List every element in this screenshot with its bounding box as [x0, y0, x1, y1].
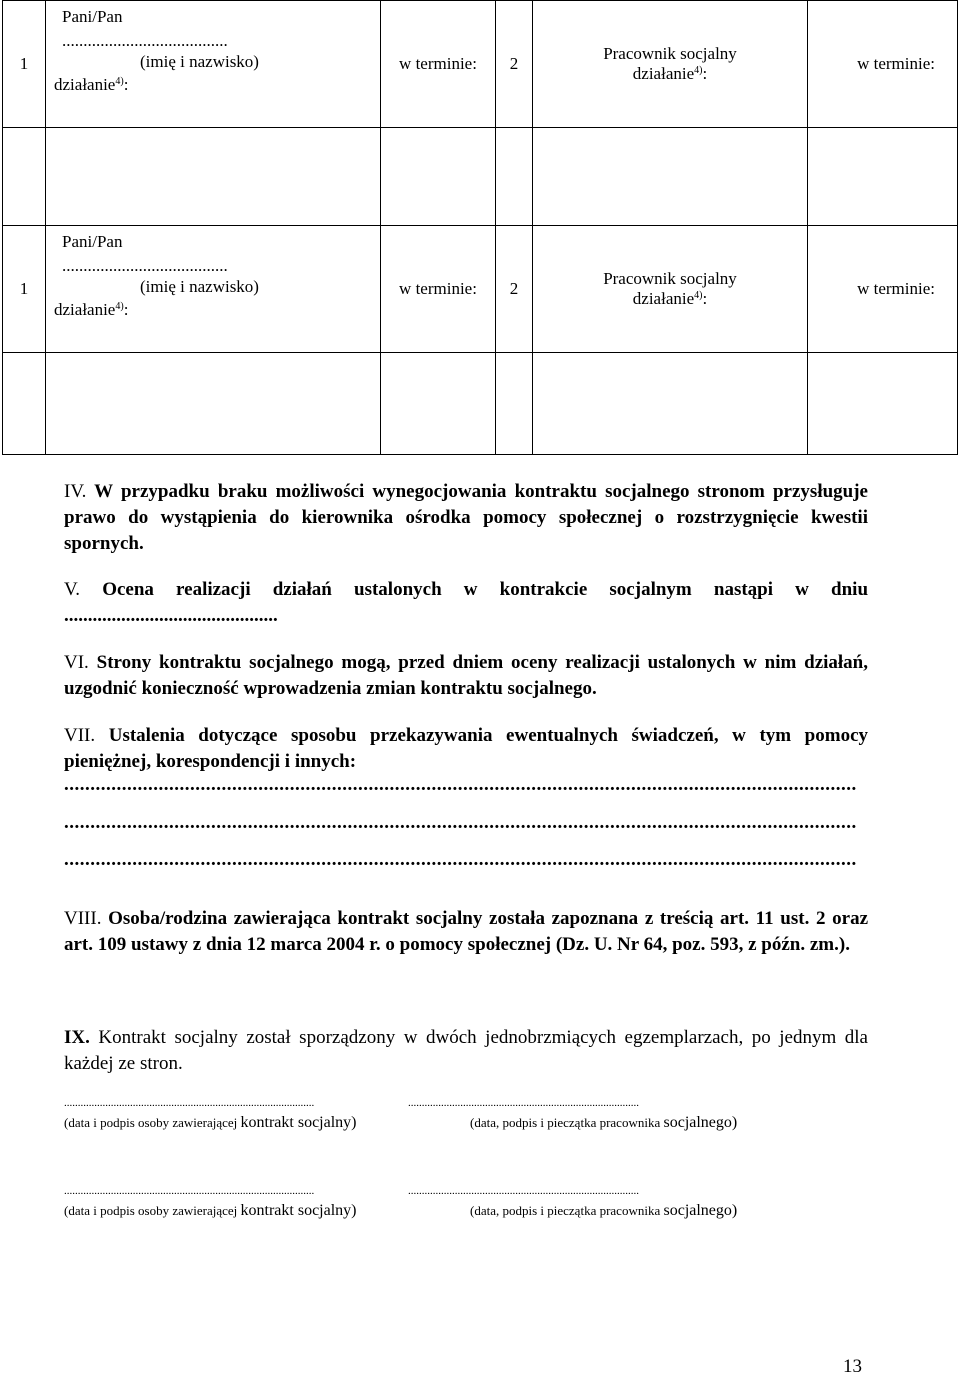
worker-cell: [533, 1, 808, 128]
worker-cell: [533, 226, 808, 353]
section-vi-number: VI.: [64, 652, 89, 673]
section-ix-number: IX.: [64, 1027, 90, 1048]
table-row-empty: [3, 353, 958, 455]
section-iv-text: W przypadku braku możliwości wynegocjowania kontraktu socjalnego stronom przysługuje prawo do wystąpienia do kierownika ośrodka pomocy społecznej o rozstrzygnięcie kwestii spornych.: [64, 481, 868, 554]
row-number: 1: [3, 226, 46, 353]
name-dots: .......................................: [62, 31, 228, 50]
section-vii-dots-2: .......................................................................................................................................................: [64, 812, 857, 833]
section-vii-dots-3: .......................................................................................................................................................: [64, 849, 857, 870]
table-row: [3, 226, 958, 353]
signature-caption-worker-1: (data, podpis i pieczątka pracownika socjalnego): [470, 1114, 738, 1131]
section-viii-number: VIII.: [64, 908, 102, 929]
row-number-2: 2: [496, 226, 533, 353]
section-vii: [64, 723, 868, 775]
section-v-number: V.: [64, 579, 81, 600]
row-number: 1: [3, 1, 46, 128]
section-viii-text: Osoba/rodzina zawierająca kontrakt socjalny została zapoznana z treścią art. 11 ust. 2 oraz art. 109 ustawy z dnia 12 marca 2004 r. o pomocy społecznej (Dz. U. Nr 64, poz. 593, z późn. zm.).: [64, 908, 868, 955]
contract-actions-table: [2, 0, 958, 455]
section-v-dots: .............................................: [64, 605, 278, 626]
signature-line-worker-1: ....................................................................................: [408, 1097, 639, 1109]
page-number: 13: [843, 1356, 862, 1377]
section-ix-text: Kontrakt socjalny został sporządzony w dwóch jednobrzmiących egzemplarzach, po jednym dla każdej ze stron.: [64, 1027, 868, 1074]
name-hint: (imię i nazwisko): [140, 52, 259, 71]
worker-action-label: działanie$^{4)}$:: [632, 64, 708, 83]
section-vi: [64, 650, 868, 702]
client-name-cell: [46, 1, 381, 128]
section-ix: [64, 1025, 868, 1077]
signature-caption-worker-2: (data, podpis i pieczątka pracownika socjalnego): [470, 1202, 738, 1219]
name-hint: (imię i nazwisko): [140, 277, 259, 296]
section-iv: [64, 479, 868, 557]
signature-line-client-2: ...........................................................................................: [64, 1185, 315, 1197]
term-label-2: w terminie:: [808, 226, 958, 353]
section-vii-text: Ustalenia dotyczące sposobu przekazywania ewentualnych świadczeń, w tym pomocy pieniężnej, korespondencji i innych:: [64, 725, 868, 772]
name-title: Pani/Pan: [62, 232, 123, 251]
section-v: [64, 577, 868, 603]
row-number-2: 2: [496, 1, 533, 128]
section-viii: [64, 906, 868, 958]
section-iv-number: IV.: [64, 481, 87, 502]
client-action-label: działanie$^{4)}$:: [54, 75, 129, 94]
section-v-text: Ocena realizacji działań ustalonych w kontrakcie socjalnym nastąpi w dniu: [102, 579, 869, 600]
worker-label: Pracownik socjalny: [603, 44, 737, 63]
signature-line-worker-2: ....................................................................................: [408, 1185, 639, 1197]
worker-label: Pracownik socjalny: [603, 269, 737, 288]
section-vii-number: VII.: [64, 725, 96, 746]
table-row-empty: [3, 128, 958, 226]
signature-caption-client-1: (data i podpis osoby zawierającej kontrakt socjalny): [64, 1114, 357, 1131]
table-row: [3, 1, 958, 128]
signature-line-client-1: ...........................................................................................: [64, 1097, 315, 1109]
signature-caption-client-2: (data i podpis osoby zawierającej kontrakt socjalny): [64, 1202, 357, 1219]
client-name-cell: [46, 226, 381, 353]
term-label: w terminie:: [381, 1, 496, 128]
name-dots: .......................................: [62, 256, 228, 275]
section-vii-dots-1: .......................................................................................................................................................: [64, 774, 857, 795]
term-label: w terminie:: [381, 226, 496, 353]
term-label-2: w terminie:: [808, 1, 958, 128]
section-vi-text: Strony kontraktu socjalnego mogą, przed dniem oceny realizacji ustalonych w nim działań, uzgodnić konieczność wprowadzenia zmian kontraktu socjalnego.: [64, 652, 869, 699]
client-action-label: działanie$^{4)}$:: [54, 300, 129, 319]
name-title: Pani/Pan: [62, 7, 123, 26]
worker-action-label: działanie$^{4)}$:: [632, 289, 708, 308]
